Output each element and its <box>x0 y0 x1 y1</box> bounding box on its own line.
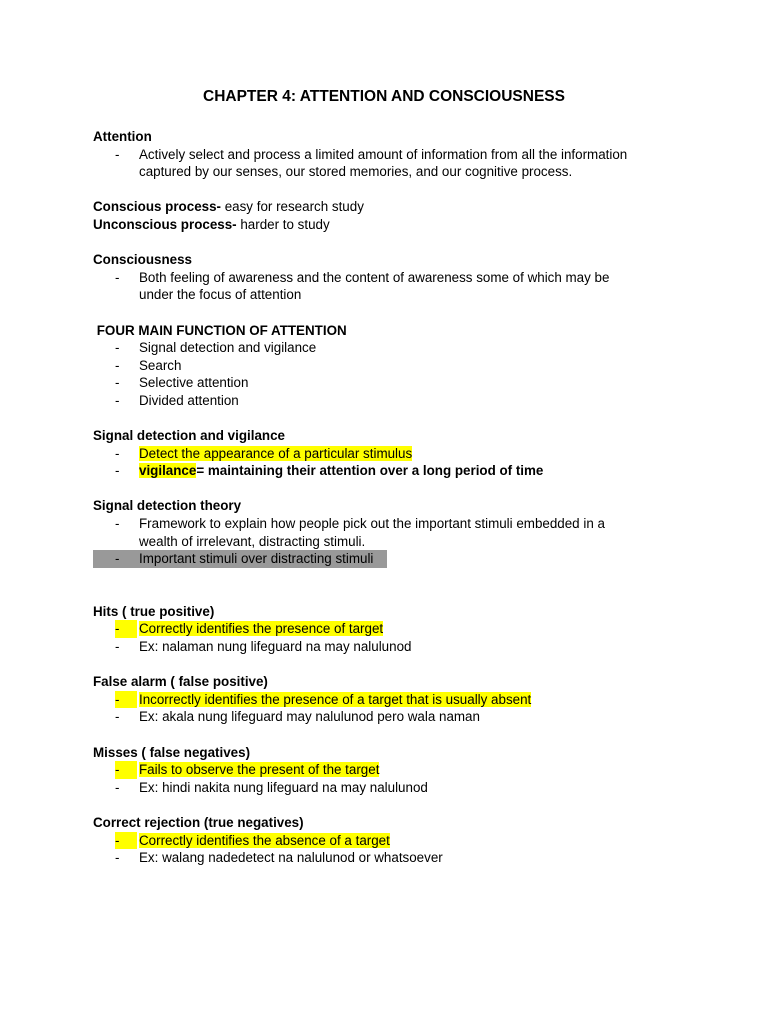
list-item <box>93 392 683 410</box>
list-item-text: Ex: nalaman nung lifeguard na may nalulunod <box>139 639 412 655</box>
highlighted-text: Fails to observe the present of the target <box>139 762 380 778</box>
highlighted-term: vigilance <box>139 463 197 479</box>
bullet-dash: - <box>115 761 137 779</box>
bullet-dash: - <box>115 691 137 709</box>
list-item-text: Framework to explain how people pick out the important stimuli embedded in a <box>139 516 605 532</box>
highlighted-text: Incorrectly identifies the presence of a target that is usually absent <box>139 691 532 707</box>
list-item-text: wealth of irrelevant, distracting stimuli. <box>139 533 366 549</box>
conscious-process-line <box>93 198 683 216</box>
bullet-dash: - <box>115 463 120 479</box>
heading-false-alarm: False alarm ( false positive) <box>93 674 268 690</box>
list-item-text: Search <box>139 357 182 373</box>
list-item-text: Ex: akala nung lifeguard may nalulunod pero wala naman <box>139 709 480 725</box>
bullet-dash: - <box>115 392 120 408</box>
list-item-text: Signal detection and vigilance <box>139 340 317 356</box>
document-body <box>93 128 683 867</box>
heading-attention: Attention <box>93 129 152 144</box>
list-item <box>93 620 683 638</box>
bullet-dash: - <box>115 709 120 725</box>
list-item-highlighted-gray <box>93 550 683 568</box>
list-item <box>93 146 683 181</box>
list-item-text: captured by our senses, our stored memories, and our cognitive process. <box>139 164 573 180</box>
list-item <box>93 445 683 463</box>
list-item <box>93 374 683 392</box>
highlighted-text: Correctly identifies the presence of target <box>139 621 384 637</box>
unconscious-process-line <box>93 216 683 234</box>
highlighted-text: Correctly identifies the absence of a target <box>139 832 390 848</box>
heading-correct-rejection: Correct rejection (true negatives) <box>93 814 304 830</box>
list-item <box>93 269 683 304</box>
bullet-dash: - <box>115 551 120 567</box>
heading-misses: Misses ( false negatives) <box>93 744 251 760</box>
bullet-dash: - <box>115 516 120 532</box>
list-item-text: Both feeling of awareness and the content of awareness some of which may be <box>139 269 610 285</box>
bullet-dash: - <box>115 639 120 655</box>
list-item <box>93 849 683 867</box>
list-item <box>93 638 683 656</box>
list-item-text: Selective attention <box>139 375 249 391</box>
highlighted-text: Detect the appearance of a particular stimulus <box>139 445 413 461</box>
list-item-text: Divided attention <box>139 392 239 408</box>
gray-highlight-row <box>93 550 387 568</box>
list-item <box>93 691 683 709</box>
heading-consciousness: Consciousness <box>93 252 192 268</box>
bullet-dash: - <box>115 832 137 850</box>
list-item <box>93 779 683 797</box>
list-item <box>93 357 683 375</box>
bullet-dash: - <box>115 357 120 373</box>
heading-signal-vigilance: Signal detection and vigilance <box>93 428 285 444</box>
bullet-dash: - <box>115 779 120 795</box>
bullet-dash: - <box>115 445 120 461</box>
term-label: Unconscious process- <box>93 216 237 232</box>
bullet-dash: - <box>115 850 120 866</box>
list-item <box>93 462 683 480</box>
list-item-text: Ex: walang nadedetect na nalulunod or whatsoever <box>139 850 443 866</box>
list-item <box>93 339 683 357</box>
term-text: easy for research study <box>221 199 364 215</box>
heading-four-functions: FOUR MAIN FUNCTION OF ATTENTION <box>93 322 347 338</box>
bullet-dash: - <box>115 269 120 285</box>
page-title: CHAPTER 4: ATTENTION AND CONSCIOUSNESS <box>203 88 565 105</box>
bullet-dash: - <box>115 146 120 162</box>
list-item <box>93 832 683 850</box>
bullet-dash: - <box>115 375 120 391</box>
list-item-text: = maintaining their attention over a long period of time <box>196 463 544 479</box>
list-item-text: under the focus of attention <box>139 287 302 303</box>
bullet-dash: - <box>115 620 137 638</box>
term-label: Conscious process- <box>93 199 221 215</box>
heading-sdt: Signal detection theory <box>93 498 242 514</box>
term-text: harder to study <box>236 216 330 232</box>
bullet-dash: - <box>115 340 120 356</box>
list-item <box>93 708 683 726</box>
list-item-text: Actively select and process a limited amount of information from all the information <box>139 146 628 162</box>
list-item <box>93 761 683 779</box>
list-item-text: Important stimuli over distracting stimuli <box>139 551 374 567</box>
list-item-text: Ex: hindi nakita nung lifeguard na may nalulunod <box>139 779 428 795</box>
list-item <box>93 515 683 550</box>
heading-hits: Hits ( true positive) <box>93 603 215 619</box>
